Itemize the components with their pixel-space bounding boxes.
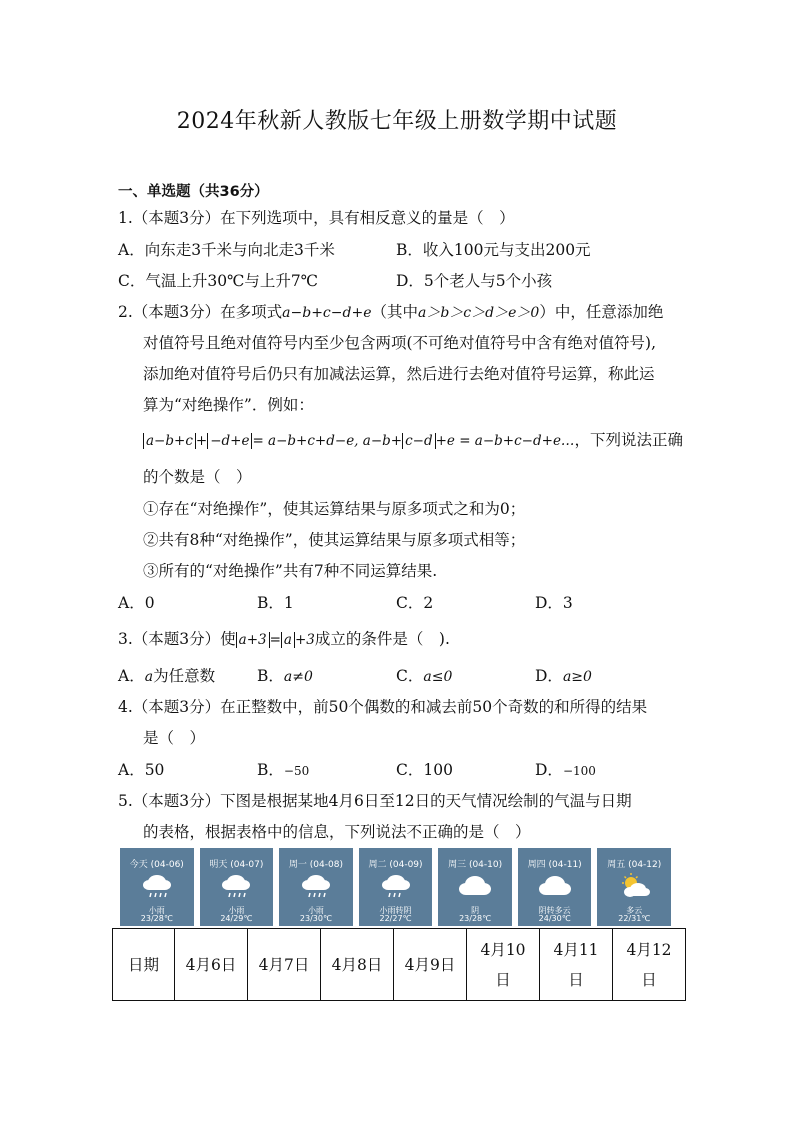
q2-statement-3: ③所有的“对绝操作”共有7种不同运算结果. xyxy=(143,562,438,580)
abs-group-2: −d+e xyxy=(207,433,252,449)
cloud-icon xyxy=(538,872,572,900)
weather-card-4 xyxy=(359,848,433,926)
q1-option-c: C．气温上升30℃与上升7℃ xyxy=(118,272,319,290)
q3-option-d xyxy=(535,664,592,686)
q3-equals: = xyxy=(269,632,281,648)
q3-stem-b: 成立的条件是（ ). xyxy=(314,630,450,648)
q3-stem-a: 3.（本题3分）使 xyxy=(118,630,236,648)
q4-option-a: A．50 xyxy=(118,761,165,779)
weather-temperature: 23/30℃ xyxy=(299,914,332,923)
q3-option-a xyxy=(118,664,215,686)
q2-statement-2: ②共有8种“对绝操作”，使其运算结果与原多项式相等； xyxy=(143,531,526,549)
q2-condition: a＞b＞c＞d＞e＞0 xyxy=(418,305,540,321)
question-3-stem xyxy=(118,627,450,649)
formula-plus: + xyxy=(195,433,208,449)
q4-option-c: C．100 xyxy=(396,761,453,779)
weather-temperature: 23/28℃ xyxy=(459,914,492,923)
q3-option-b xyxy=(257,664,313,686)
q2-statement-1: ①存在“对绝操作”，使其运算结果与原多项式之和为0； xyxy=(143,500,526,518)
cloud-icon xyxy=(458,872,492,900)
q2-line-3: 添加绝对值符号后仍只有加减法运算，然后进行去绝对值符号运算，称此运 xyxy=(143,365,655,383)
weather-day: 周四 (04-11) xyxy=(527,860,582,870)
weather-temperature: 22/27℃ xyxy=(379,914,412,923)
q3-a-label: A． xyxy=(118,667,145,685)
formula-middle: = a−b+c+d−e, a−b+ xyxy=(252,433,403,449)
q1-option-d: D．5个老人与5个小孩 xyxy=(396,272,553,290)
q1-option-b: B．收入100元与支出200元 xyxy=(396,241,591,259)
weather-forecast-strip xyxy=(120,848,671,926)
q2-polynomial: a−b+c−d+e xyxy=(282,305,372,321)
table-cell: 4月10日 xyxy=(467,929,540,1001)
weather-temperature: 24/29℃ xyxy=(220,914,253,923)
q1-option-a: A．向东走3千米与向北走3千米 xyxy=(118,241,335,259)
q4-stem-2: 是（ ） xyxy=(143,729,206,747)
q3-d-label: D． xyxy=(535,667,563,685)
q2-stem-b: （其中 xyxy=(371,303,418,321)
q2-example-formula xyxy=(143,428,683,450)
question-5-stem: 5.（本题3分）下图是根据某地4月6日至12日的天气情况绘制的气温与日期 xyxy=(118,792,632,810)
weather-card-7 xyxy=(597,848,671,926)
q4-b-value: −50 xyxy=(283,764,310,778)
q3-a-text: 为任意数 xyxy=(153,667,216,685)
q2-option-d: D．3 xyxy=(535,594,573,612)
weather-day: 明天 (04-07) xyxy=(209,860,264,870)
weather-card-2 xyxy=(200,848,274,926)
q2-stem-a: 2.（本题3分）在多项式 xyxy=(118,303,283,321)
table-cell: 4月9日 xyxy=(394,929,467,1001)
table-cell: 4月11日 xyxy=(540,929,613,1001)
table-cell: 4月7日 xyxy=(248,929,321,1001)
q3-b-label: B． xyxy=(257,667,284,685)
q2-stem-c: ）中，任意添加绝 xyxy=(539,303,664,321)
q3-abs-left: a+3 xyxy=(236,632,270,648)
weather-day: 周五 (04-12) xyxy=(607,860,662,870)
q4-option-d xyxy=(535,758,596,780)
q2-line-4: 算为“对绝操作”．例如： xyxy=(143,396,314,414)
q2-option-a: A．0 xyxy=(118,594,155,612)
weather-day: 周一 (04-08) xyxy=(288,860,343,870)
q3-b-math: a≠0 xyxy=(283,669,313,685)
q5-stem-2: 的表格，根据表格中的信息，下列说法不正确的是（ ） xyxy=(143,823,531,841)
q3-a-var: a xyxy=(144,669,154,685)
weather-card-5 xyxy=(438,848,512,926)
table-cell: 4月8日 xyxy=(321,929,394,1001)
abs-group-1: a−b+c xyxy=(143,433,196,449)
weather-day: 周二 (04-09) xyxy=(368,860,423,870)
weather-condition: 阴 xyxy=(471,906,480,915)
rain-cloud-icon xyxy=(140,872,174,900)
q2-option-c: C．2 xyxy=(396,594,434,612)
q3-option-c xyxy=(396,664,452,686)
q3-abs-right: a xyxy=(281,632,295,648)
table-header-cell: 日期 xyxy=(113,929,175,1001)
weather-condition: 小雨 xyxy=(228,906,245,915)
rain-cloud-icon xyxy=(219,872,253,900)
weather-condition: 阴转多云 xyxy=(538,906,571,915)
formula-tail: ，下列说法正确 xyxy=(574,431,683,449)
sun-cloud-icon xyxy=(617,872,651,900)
question-1-stem: 1.（本题3分）在下列选项中，具有相反意义的量是（ ） xyxy=(118,209,515,227)
rain-cloud-icon xyxy=(379,872,413,900)
q4-d-value: −100 xyxy=(562,764,596,778)
weather-condition: 小雨 xyxy=(148,906,165,915)
page-title: 2024年秋新人教版七年级上册数学期中试题 xyxy=(176,109,618,134)
rain-cloud-icon xyxy=(299,872,333,900)
q4-option-b xyxy=(257,758,309,780)
q3-plus3: +3 xyxy=(294,632,315,648)
weather-day: 周三 (04-10) xyxy=(448,860,503,870)
question-4-stem: 4.（本题3分）在正整数中，前50个偶数的和减去前50个奇数的和所得的结果 xyxy=(118,698,648,716)
date-table xyxy=(112,928,686,1001)
weather-temperature: 23/28℃ xyxy=(140,914,173,923)
weather-temperature: 24/30℃ xyxy=(538,914,571,923)
q3-c-label: C． xyxy=(396,667,424,685)
question-2-stem xyxy=(118,300,663,322)
table-cell: 4月6日 xyxy=(175,929,248,1001)
weather-condition: 多云 xyxy=(626,906,643,915)
weather-card-6 xyxy=(518,848,592,926)
q2-line-2: 对值符号且绝对值符号内至少包含两项(不可绝对值符号中含有绝对值符号), xyxy=(143,334,657,352)
weather-card-1 xyxy=(120,848,194,926)
table-row xyxy=(113,929,686,1001)
q2-line-6: 的个数是（ ） xyxy=(143,468,252,486)
section-heading: 一、单选题（共36分） xyxy=(118,184,269,200)
q4-d-label: D． xyxy=(535,761,563,779)
weather-day: 今天 (04-06) xyxy=(129,860,184,870)
table-cell: 4月12日 xyxy=(613,929,686,1001)
weather-condition: 小雨转阴 xyxy=(379,906,412,915)
weather-condition: 小雨 xyxy=(307,906,324,915)
q3-d-math: a≥0 xyxy=(562,669,592,685)
formula-end: +e = a−b+c−d+e… xyxy=(435,433,575,449)
abs-group-3: c−d xyxy=(402,433,436,449)
q3-c-math: a≤0 xyxy=(423,669,453,685)
q2-option-b: B．1 xyxy=(257,594,294,612)
weather-card-3 xyxy=(279,848,353,926)
weather-temperature: 22/31℃ xyxy=(618,914,651,923)
q4-b-label: B． xyxy=(257,761,284,779)
